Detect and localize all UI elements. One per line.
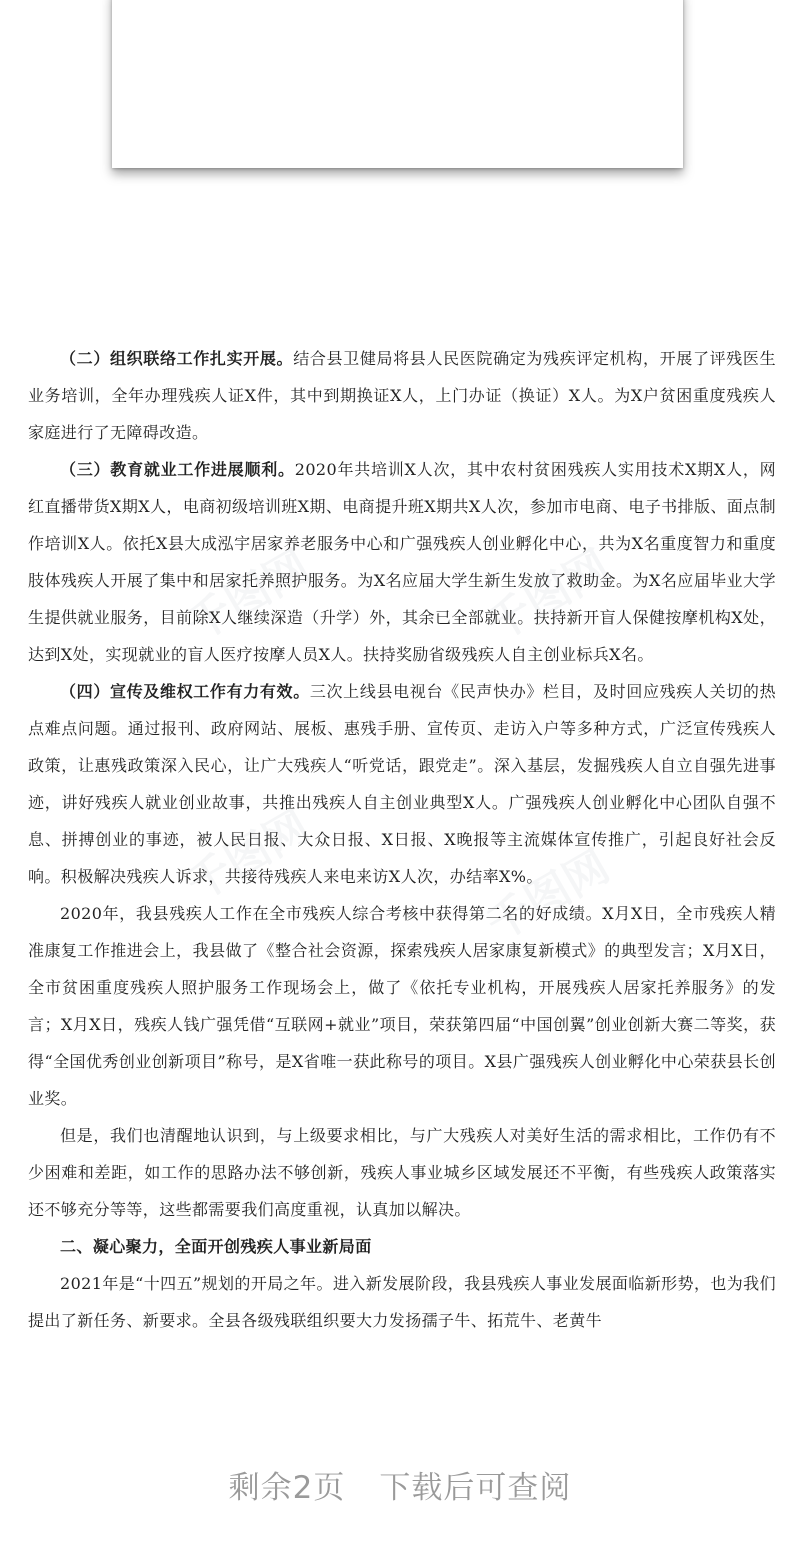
paragraph-text: 结合县卫健局将县人民医院确定为残疾评定机构，开展了评残医生业务培训，全年办理残疾人证X件，其中到期换证X人，上门办证（换证）X人。为X户贫困重度残疾人家庭进行了无障碍改造。 [28, 349, 776, 442]
paragraph-heading: （三）教育就业工作进展顺利。 [60, 460, 295, 479]
download-to-read-more-link[interactable] [0, 1462, 800, 1507]
paragraph-achievements: 2020年，我县残疾人工作在全市残疾人综合考核中获得第二名的好成绩。X月X日，全市残疾人精准康复工作推进会上，我县做了《整合社会资源，探索残疾人居家康复新模式》的典型发言；X月X日，全市贫困重度残疾人照护服务工作现场会上，做了《依托专业机构，开展残疾人居家托养服务》的发言；X月X日，残疾人钱广强凭借“互联网+就业”项目，荣获第四届“中国创翼”创业创新大赛二等奖，获得“全国优秀创业创新项目”称号，是X省唯一获此称号的项目。X县广强残疾人创业孵化中心荣获县长创业奖。 [28, 904, 776, 1108]
remaining-pages-label: 剩余2页 [228, 1470, 346, 1506]
paragraph-plan-2021: 2021年是“十四五”规划的开局之年。进入新发展阶段，我县残疾人事业发展面临新形势，也为我们提出了新任务、新要求。全县各级残联组织要大力发扬孺子牛、拓荒牛、老黄牛 [28, 1274, 776, 1330]
document-body [28, 340, 776, 1339]
section-heading: 二、凝心聚力，全面开创残疾人事业新局面 [60, 1237, 372, 1256]
paragraph-publicity [28, 673, 776, 895]
watermark: 千图网 [478, 840, 619, 951]
paragraph-education [28, 451, 776, 673]
paragraph-organization [28, 340, 776, 451]
paragraph-shortcomings: 但是，我们也清醒地认识到，与上级要求相比，与广大残疾人对美好生活的需求相比，工作仍有不少困难和差距，如工作的思路办法不够创新，残疾人事业城乡区域发展还不平衡，有些残疾人政策落实还不够充分等等，这些都需要我们高度重视，认真加以解决。 [28, 1126, 776, 1219]
watermark: 千图网 [478, 540, 619, 651]
watermark: 千图网 [178, 800, 319, 911]
paragraph-text: 2020年共培训X人次，其中农村贫困残疾人实用技术X期X人，网红直播带货X期X人，电商初级培训班X期、电商提升班X期共X人次，参加市电商、电子书排版、面点制作培训X人。依托X县大成泓宇居家养老服务中心和广强残疾人创业孵化中心，共为X名重度智力和重度肢体残疾人开展了集中和居家托养照护服务。为X名应届大学生新生发放了救助金。为X名应届毕业大学生提供就业服务，目前除X人继续深造（升学）外，其余已全部就业。扶持新开盲人保健按摩机构X处，达到X处，实现就业的盲人医疗按摩人员X人。扶持奖励省级残疾人自主创业标兵X名。 [28, 460, 776, 664]
paragraph-heading: （四）宣传及维权工作有力有效。 [60, 682, 310, 701]
watermark: 千图网 [178, 540, 319, 651]
download-prompt-label: 下载后可查阅 [379, 1470, 572, 1506]
paragraph-heading: （二）组织联络工作扎实开展。 [60, 349, 294, 368]
paragraph-text: 三次上线县电视台《民声快办》栏目，及时回应残疾人关切的热点难点问题。通过报刊、政府网站、展板、惠残手册、宣传页、走访入户等多种方式，广泛宣传残疾人政策，让惠残政策深入民心，让广大残疾人“听党话，跟党走”。深入基层，发掘残疾人自立自强先进事迹，讲好残疾人就业创业故事，共推出残疾人自主创业典型X人。广强残疾人创业孵化中心团队自强不息、拼搏创业的事迹，被人民日报、大众日报、X日报、X晚报等主流媒体宣传推广，引起良好社会反响。积极解决残疾人诉求，共接待残疾人来电来访X人次，办结率X%。 [28, 682, 776, 886]
preview-page-card [112, 0, 683, 168]
